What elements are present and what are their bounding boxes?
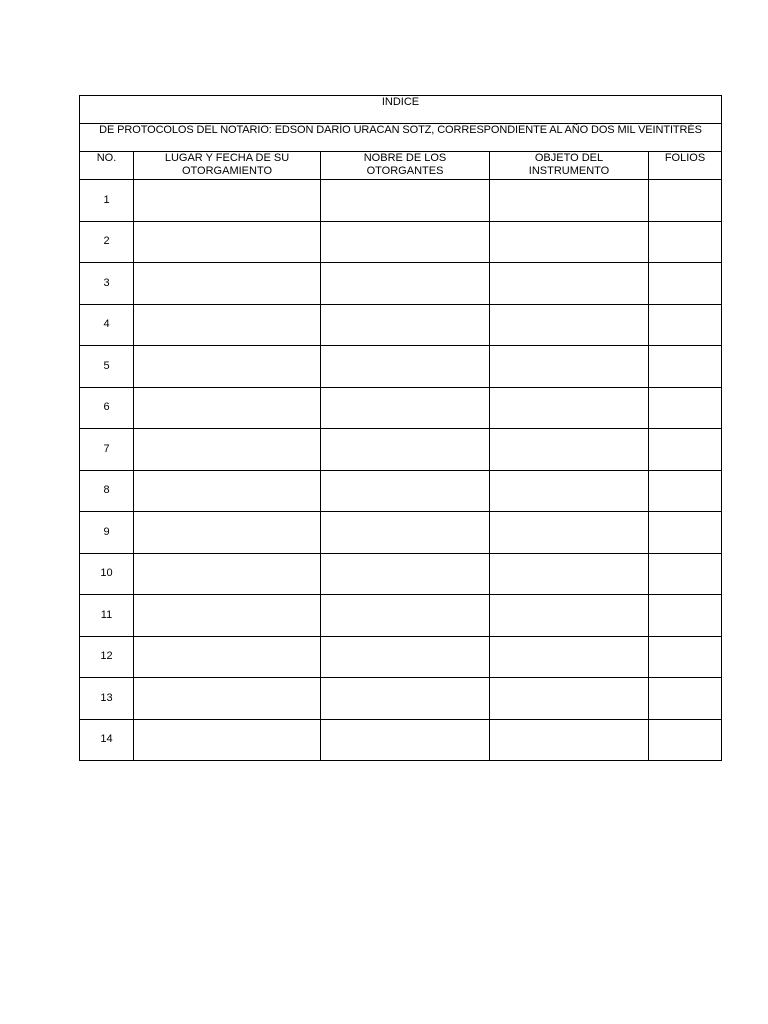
- table-row: [80, 719, 722, 761]
- nombre-cell[interactable]: [321, 719, 490, 761]
- nombre-cell[interactable]: [321, 595, 490, 637]
- column-header-nombre-line1: NOBRE DE LOS: [363, 152, 447, 164]
- lugar-cell[interactable]: [134, 553, 321, 595]
- row-number: 11: [80, 595, 134, 637]
- row-number: 3: [80, 263, 134, 305]
- column-header-folios: [649, 152, 722, 180]
- lugar-cell[interactable]: [134, 470, 321, 512]
- row-number: 10: [80, 553, 134, 595]
- row-number: 1: [80, 180, 134, 222]
- table-title: INDICE: [80, 96, 722, 124]
- nombre-cell[interactable]: [321, 678, 490, 720]
- nombre-cell[interactable]: [321, 304, 490, 346]
- folios-cell[interactable]: [649, 595, 722, 637]
- column-header-row: [80, 152, 722, 180]
- objeto-cell[interactable]: [490, 221, 649, 263]
- column-header-lugar-line1: LUGAR Y FECHA DE SU: [164, 152, 290, 164]
- folios-cell[interactable]: [649, 429, 722, 471]
- row-number: 13: [80, 678, 134, 720]
- lugar-cell[interactable]: [134, 636, 321, 678]
- objeto-cell[interactable]: [490, 346, 649, 388]
- nombre-cell[interactable]: [321, 636, 490, 678]
- table-row: [80, 304, 722, 346]
- folios-cell[interactable]: [649, 221, 722, 263]
- row-number: 8: [80, 470, 134, 512]
- lugar-cell[interactable]: [134, 346, 321, 388]
- nombre-cell[interactable]: [321, 263, 490, 305]
- folios-cell[interactable]: [649, 346, 722, 388]
- table-row: [80, 470, 722, 512]
- folios-cell[interactable]: [649, 553, 722, 595]
- table-row: [80, 387, 722, 429]
- folios-cell[interactable]: [649, 678, 722, 720]
- nombre-cell[interactable]: [321, 221, 490, 263]
- table-row: [80, 429, 722, 471]
- table-row: [80, 180, 722, 222]
- table-row: [80, 346, 722, 388]
- folios-cell[interactable]: [649, 512, 722, 554]
- row-number: 7: [80, 429, 134, 471]
- table-row: [80, 221, 722, 263]
- objeto-cell[interactable]: [490, 636, 649, 678]
- nombre-cell[interactable]: [321, 429, 490, 471]
- row-number: 5: [80, 346, 134, 388]
- row-number: 2: [80, 221, 134, 263]
- objeto-cell[interactable]: [490, 263, 649, 305]
- column-header-objeto: [490, 152, 649, 180]
- row-number: 9: [80, 512, 134, 554]
- lugar-cell[interactable]: [134, 387, 321, 429]
- table-subtitle: DE PROTOCOLOS DEL NOTARIO: EDSON DARÍO URACAN SOTZ, CORRESPONDIENTE AL AÑO DOS MIL VEINTITRÉS: [80, 124, 722, 152]
- objeto-cell[interactable]: [490, 512, 649, 554]
- column-header-no: [80, 152, 134, 180]
- folios-cell[interactable]: [649, 263, 722, 305]
- table-row: [80, 553, 722, 595]
- folios-cell[interactable]: [649, 180, 722, 222]
- lugar-cell[interactable]: [134, 678, 321, 720]
- lugar-cell[interactable]: [134, 512, 321, 554]
- lugar-cell[interactable]: [134, 180, 321, 222]
- objeto-cell[interactable]: [490, 470, 649, 512]
- folios-cell[interactable]: [649, 470, 722, 512]
- objeto-cell[interactable]: [490, 553, 649, 595]
- nombre-cell[interactable]: [321, 180, 490, 222]
- folios-cell[interactable]: [649, 636, 722, 678]
- lugar-cell[interactable]: [134, 221, 321, 263]
- objeto-cell[interactable]: [490, 387, 649, 429]
- nombre-cell[interactable]: [321, 512, 490, 554]
- folios-cell[interactable]: [649, 719, 722, 761]
- row-number: 14: [80, 719, 134, 761]
- column-header-objeto-line1: OBJETO DEL: [534, 152, 604, 164]
- objeto-cell[interactable]: [490, 595, 649, 637]
- nombre-cell[interactable]: [321, 470, 490, 512]
- lugar-cell[interactable]: [134, 595, 321, 637]
- row-number: 4: [80, 304, 134, 346]
- column-header-lugar-line2: OTORGAMIENTO: [181, 165, 273, 177]
- column-header-folios-label: FOLIOS: [664, 152, 706, 164]
- table-title-row: [80, 96, 722, 124]
- column-header-nombre: [321, 152, 490, 180]
- column-header-nombre-line2: OTORGANTES: [366, 165, 444, 177]
- table-row: [80, 595, 722, 637]
- lugar-cell[interactable]: [134, 263, 321, 305]
- table-row: [80, 636, 722, 678]
- objeto-cell[interactable]: [490, 180, 649, 222]
- objeto-cell[interactable]: [490, 304, 649, 346]
- lugar-cell[interactable]: [134, 429, 321, 471]
- nombre-cell[interactable]: [321, 387, 490, 429]
- column-header-lugar: [134, 152, 321, 180]
- table-subtitle-row: [80, 124, 722, 152]
- folios-cell[interactable]: [649, 387, 722, 429]
- table-row: [80, 263, 722, 305]
- nombre-cell[interactable]: [321, 346, 490, 388]
- folios-cell[interactable]: [649, 304, 722, 346]
- objeto-cell[interactable]: [490, 429, 649, 471]
- table-row: [80, 512, 722, 554]
- lugar-cell[interactable]: [134, 719, 321, 761]
- column-header-no-label: NO.: [96, 152, 117, 164]
- objeto-cell[interactable]: [490, 719, 649, 761]
- objeto-cell[interactable]: [490, 678, 649, 720]
- row-number: 6: [80, 387, 134, 429]
- protocol-index-table: [79, 95, 722, 761]
- row-number: 12: [80, 636, 134, 678]
- column-header-objeto-line2: INSTRUMENTO: [528, 165, 610, 177]
- lugar-cell[interactable]: [134, 304, 321, 346]
- nombre-cell[interactable]: [321, 553, 490, 595]
- table-row: [80, 678, 722, 720]
